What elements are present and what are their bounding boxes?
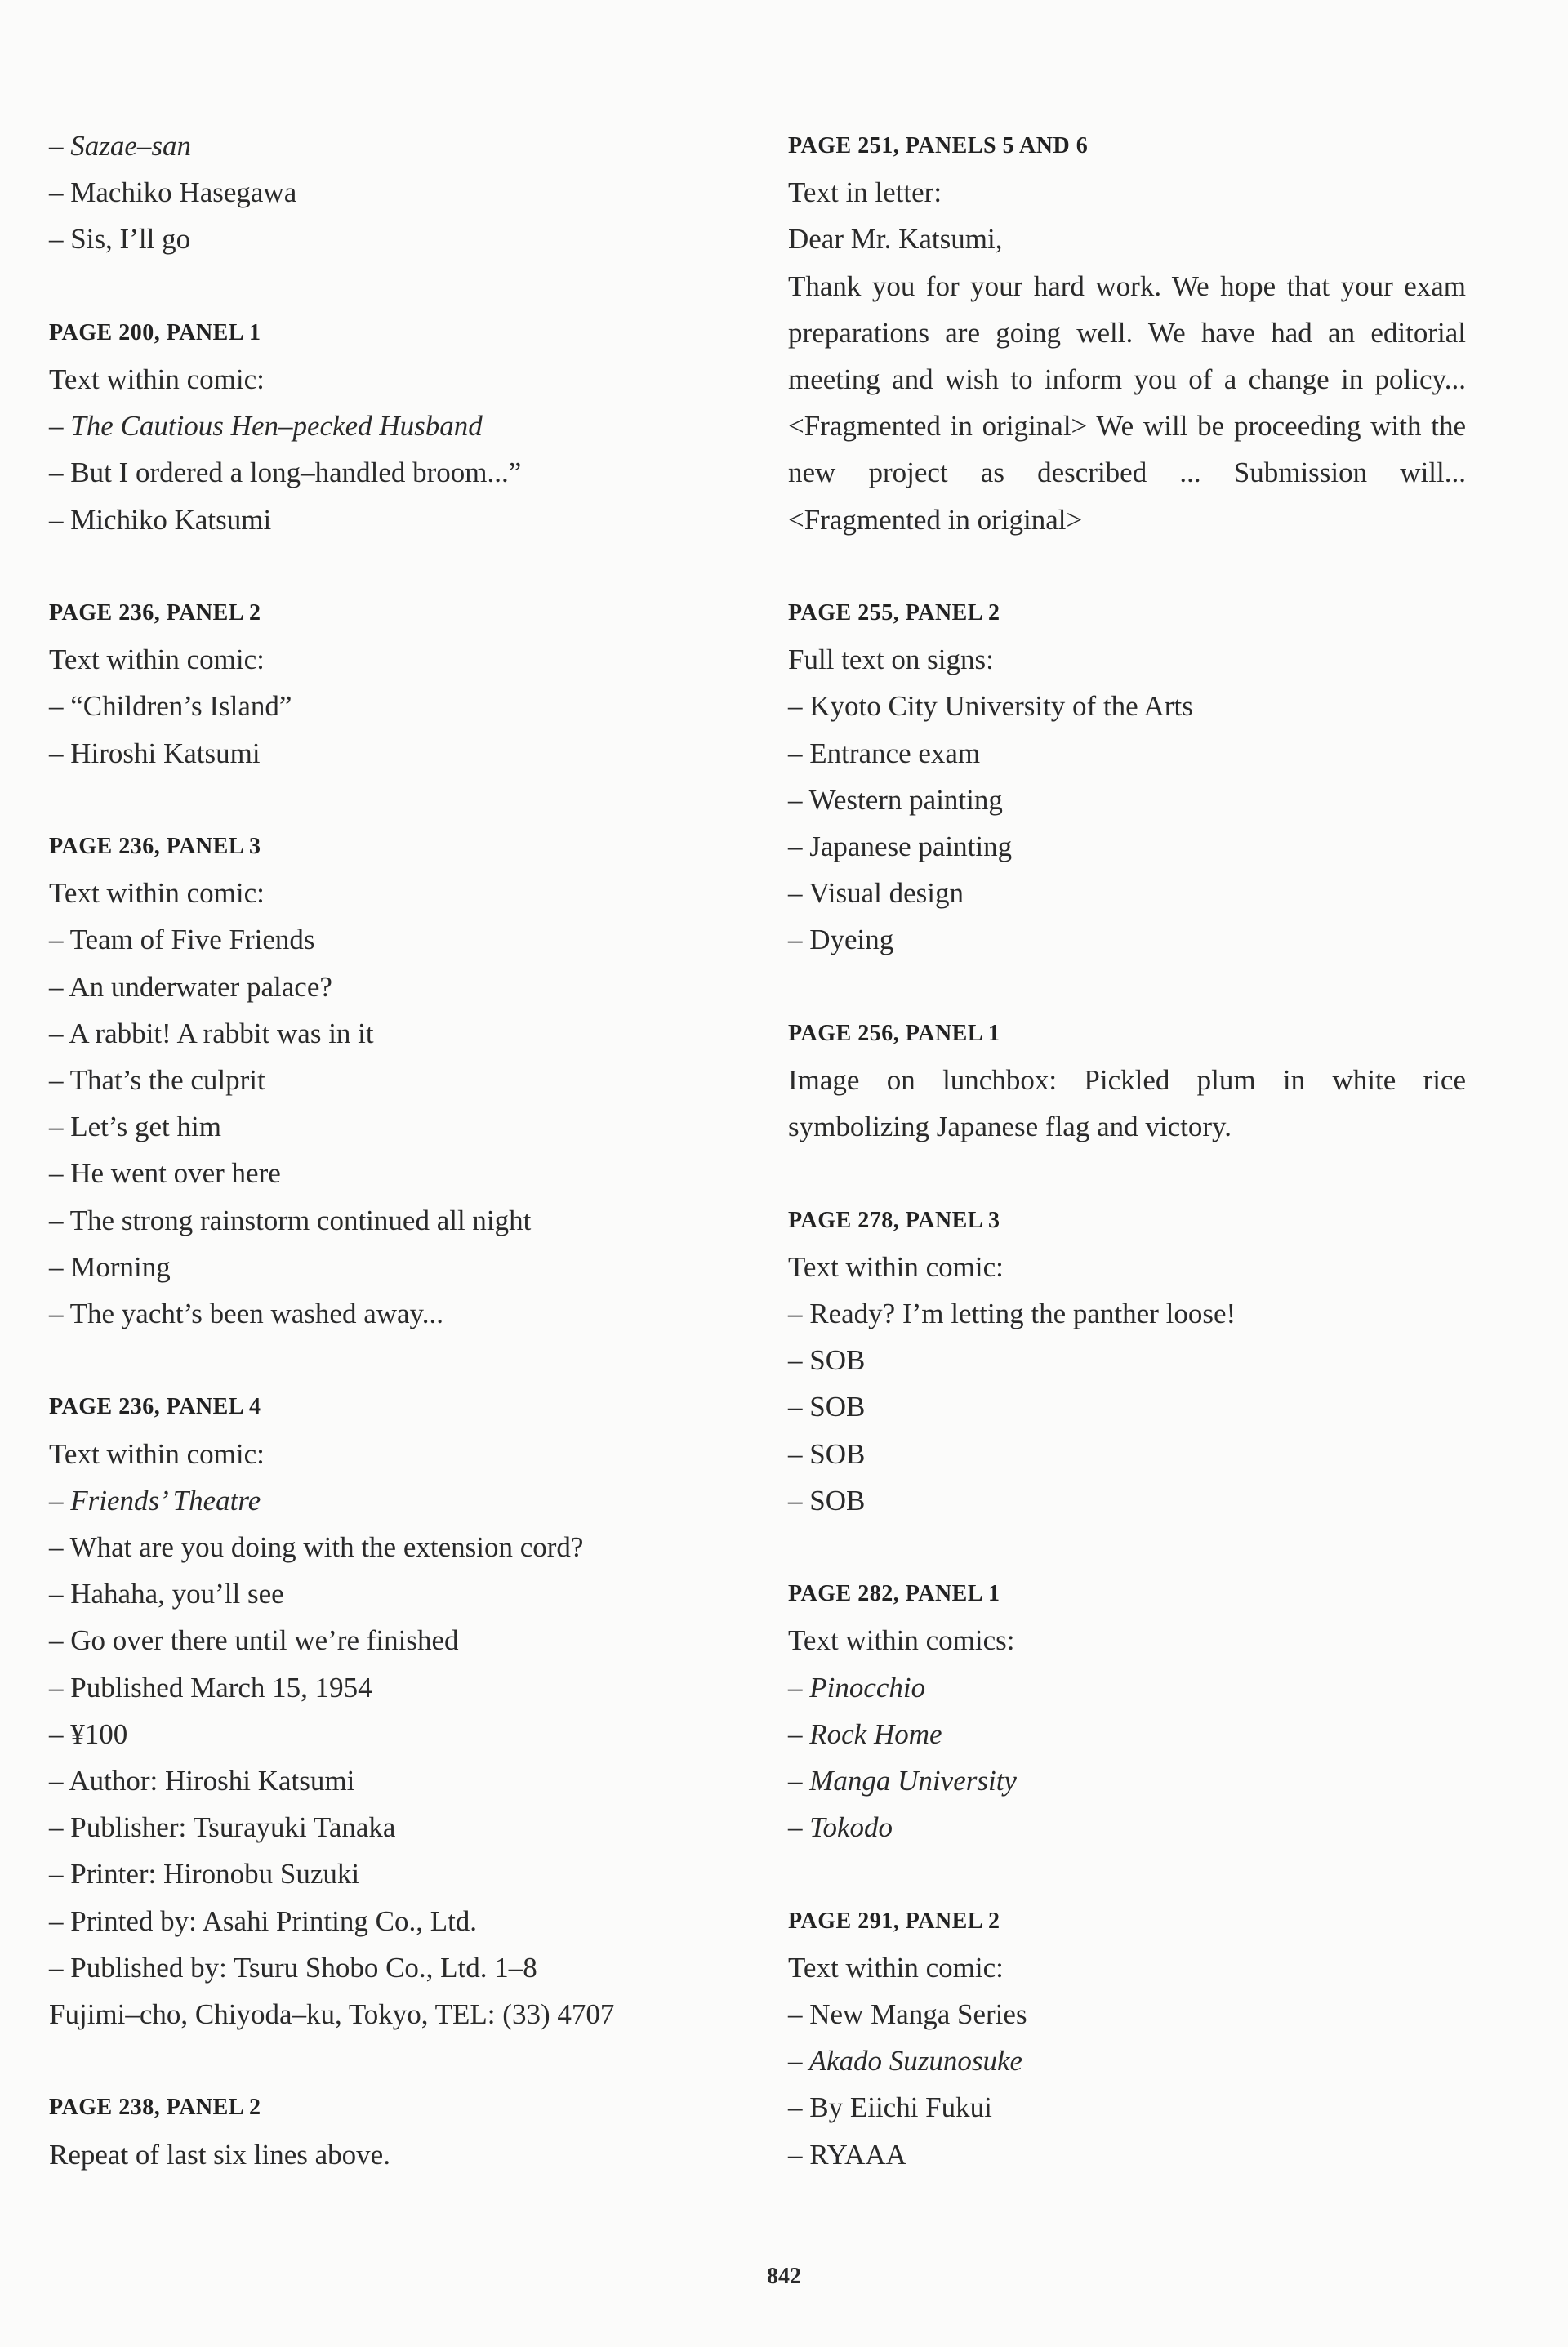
text-line: – ¥100	[49, 1717, 128, 1750]
text-line: – What are you doing with the extension cord?	[49, 1531, 584, 1564]
text-line: – Hahaha, you’ll see	[49, 1578, 284, 1610]
text-line: – Rock Home	[788, 1717, 942, 1750]
text-line: Text within comic:	[49, 363, 265, 395]
section-heading: PAGE 251, PANELS 5 AND 6	[788, 133, 1089, 158]
text-line: – Friends’ Theatre	[49, 1484, 261, 1516]
paragraph: Image on lunchbox: Pickled plum in white rice symbolizing Japanese flag and victory.	[788, 1064, 1466, 1143]
text-line: – By Eiichi Fukui	[788, 2091, 992, 2124]
text-line: – But I ordered a long–handled broom...”	[49, 456, 522, 489]
section-heading: PAGE 238, PANEL 2	[49, 2095, 261, 2121]
text-line: – Published March 15, 1954	[49, 1671, 372, 1703]
text-line: – RYAAA	[788, 2138, 906, 2171]
text-line: Text in letter:	[788, 176, 942, 209]
text-line: – He went over here	[49, 1157, 281, 1190]
text-line: Text within comics:	[788, 1624, 1015, 1657]
annotation-section	[788, 122, 1466, 543]
annotation-section	[788, 1197, 1466, 1524]
text-line: – Ready? I’m letting the panther loose!	[788, 1298, 1236, 1330]
annotation-section	[788, 590, 1466, 964]
text-line: – Published by: Tsuru Shobo Co., Ltd. 1–8	[49, 1951, 537, 1984]
text-line: – Hiroshi Katsumi	[49, 737, 261, 769]
annotation-section	[49, 1383, 727, 2037]
text-line: – Sis, I’ll go	[49, 223, 191, 256]
annotation-section	[788, 1570, 1466, 1850]
text-line: Text within comic:	[49, 877, 265, 910]
text-line: – Pinocchio	[788, 1671, 926, 1703]
text-line: – SOB	[788, 1344, 866, 1377]
text-line: – The yacht’s been washed away...	[49, 1298, 444, 1330]
text-line: – Japanese painting	[788, 831, 1013, 863]
text-line: – A rabbit! A rabbit was in it	[49, 1017, 374, 1049]
text-line: – Publisher: Tsurayuki Tanaka	[49, 1811, 396, 1844]
section-heading: PAGE 282, PANEL 1	[788, 1581, 1000, 1607]
text-line: Text within comic:	[49, 644, 265, 676]
text-line: – Go over there until we’re finished	[49, 1624, 459, 1657]
text-line: – That’s the culprit	[49, 1064, 265, 1097]
section-heading: PAGE 236, PANEL 4	[49, 1394, 261, 1420]
annotation-section	[49, 2084, 727, 2177]
text-line: – Kyoto City University of the Arts	[788, 690, 1193, 723]
text-line: – Visual design	[788, 877, 964, 910]
text-line: Dear Mr. Katsumi,	[788, 223, 1003, 256]
annotation-section	[49, 823, 727, 1337]
text-line: – Michiko Katsumi	[49, 503, 272, 536]
annotation-section	[49, 310, 727, 543]
section-heading: PAGE 255, PANEL 2	[788, 600, 1000, 626]
text-line: – Printed by: Asahi Printing Co., Ltd.	[49, 1904, 478, 1937]
text-line: – Machiko Hasegawa	[49, 176, 297, 209]
left-column	[49, 122, 727, 2225]
text-line: – Dyeing	[788, 924, 894, 956]
text-line: Repeat of last six lines above.	[49, 2138, 390, 2171]
text-line: – New Manga Series	[788, 1998, 1027, 2031]
section-heading: PAGE 291, PANEL 2	[788, 1908, 1000, 1934]
text-line: – Manga University	[788, 1765, 1017, 1797]
text-line: – Akado Suzunosuke	[788, 2045, 1023, 2078]
text-line: – “Children’s Island”	[49, 690, 292, 723]
text-line: – Tokodo	[788, 1811, 893, 1844]
text-line: – SOB	[788, 1484, 866, 1516]
annotation-section	[788, 1898, 1466, 2178]
annotation-section	[49, 122, 727, 263]
text-line: – Entrance exam	[788, 737, 981, 769]
annotation-section	[49, 590, 727, 777]
section-heading: PAGE 278, PANEL 3	[788, 1207, 1000, 1233]
text-line: Text within comic:	[788, 1250, 1004, 1283]
text-line: – SOB	[788, 1391, 866, 1423]
text-line: Text within comic:	[49, 1437, 265, 1470]
annotation-section	[788, 1010, 1466, 1151]
section-heading: PAGE 200, PANEL 1	[49, 319, 261, 345]
text-line: – Author: Hiroshi Katsumi	[49, 1765, 355, 1797]
text-line: – Sazae–san	[49, 130, 192, 162]
text-line: – Printer: Hironobu Suzuki	[49, 1858, 360, 1891]
text-line: Full text on signs:	[788, 644, 994, 676]
paragraph: Thank you for your hard work. We hope that your exam preparations are going well. We have had an editorial meeting and wish to inform you of a change in policy...<Fragmented in original> We will be proceeding with the new project as described ... Submission will... <Fragmented in original>	[788, 269, 1466, 536]
text-line: – Team of Five Friends	[49, 924, 315, 956]
section-heading: PAGE 236, PANEL 3	[49, 834, 261, 859]
text-line: – The Cautious Hen–pecked Husband	[49, 410, 483, 443]
section-heading: PAGE 256, PANEL 1	[788, 1020, 1000, 1046]
page-number: 842	[767, 2264, 801, 2289]
text-line: – An underwater palace?	[49, 970, 332, 1003]
text-line: Text within comic:	[788, 1951, 1004, 1984]
right-column	[788, 122, 1466, 2225]
text-line: – Let’s get him	[49, 1111, 221, 1143]
text-line: – Western painting	[788, 783, 1003, 816]
text-line: Fujimi–cho, Chiyoda–ku, Tokyo, TEL: (33) 4707	[49, 1998, 615, 2031]
text-line: – Morning	[49, 1250, 171, 1283]
text-line: – SOB	[788, 1437, 866, 1470]
section-heading: PAGE 236, PANEL 2	[49, 600, 261, 626]
text-line: – The strong rainstorm continued all night	[49, 1204, 532, 1236]
